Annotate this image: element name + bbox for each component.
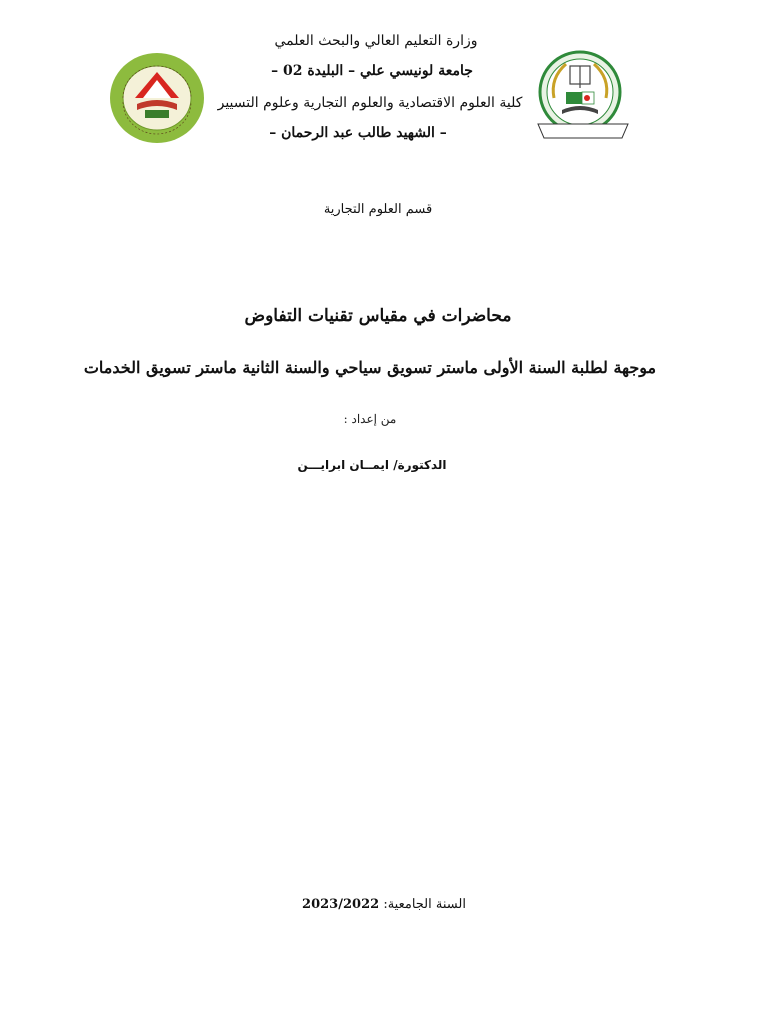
university-name: جامعة لونيسي علي – البليدة 02 – xyxy=(271,63,473,79)
ministry-name: وزارة التعليم العالي والبحث العلمي xyxy=(274,33,478,49)
university-honorific: – الشهيد طالب عبد الرحمان – xyxy=(269,125,447,141)
author-name: الدكتورة/ ايمــان ابرايـــن xyxy=(297,458,447,472)
document-title: محاضرات في مقياس تقنيات التفاوض xyxy=(244,306,512,326)
academic-year-label: السنة الجامعية: xyxy=(383,897,466,912)
department-name: قسم العلوم التجارية xyxy=(323,202,433,217)
prepared-by-label: من إعداد : xyxy=(343,412,397,426)
document-subtitle: موجهة لطلبة السنة الأولى ماستر تسويق سياحي والسنة الثانية ماستر تسويق الخدمات xyxy=(83,358,657,377)
academic-year-value: 2023/2022 xyxy=(302,897,380,912)
academic-year xyxy=(0,897,768,912)
faculty-name: كلية العلوم الاقتصادية والعلوم التجارية وعلوم التسيير xyxy=(217,95,523,111)
